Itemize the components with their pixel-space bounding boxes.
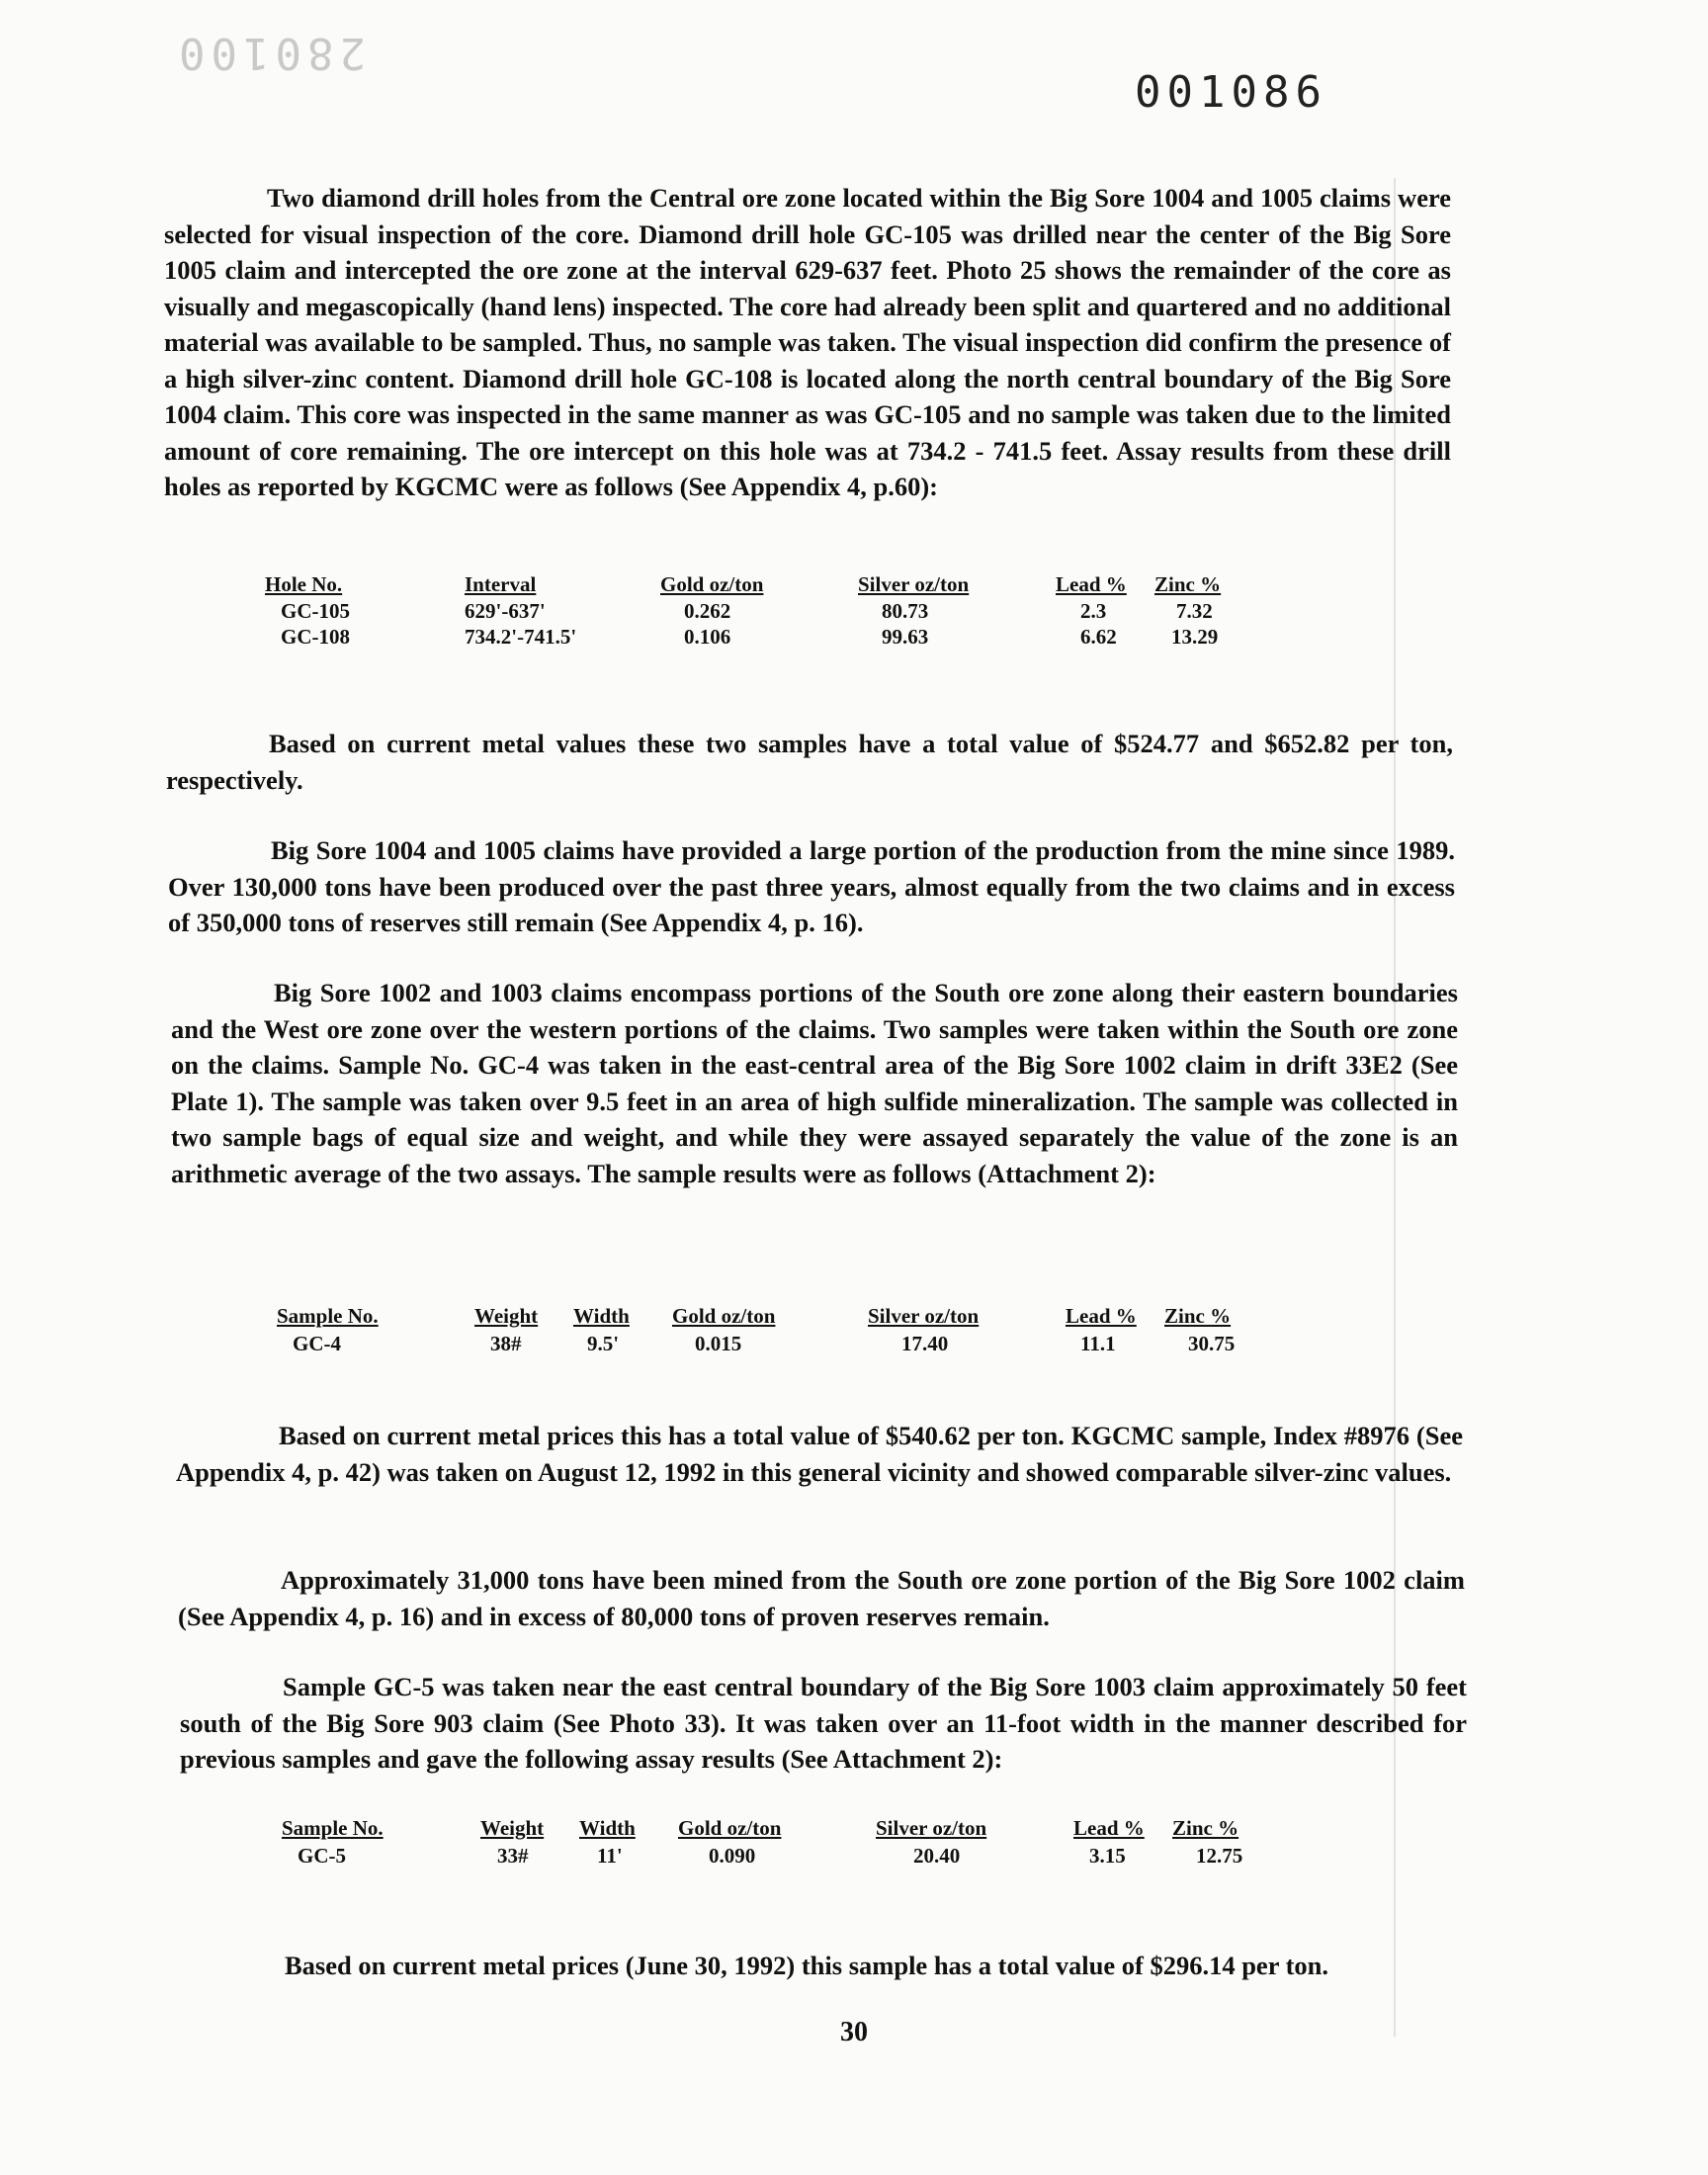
- header-zinc: Zinc %: [1154, 572, 1222, 596]
- header-hole-no: Hole No.: [265, 572, 343, 596]
- header-silver: Silver oz/ton: [858, 572, 970, 596]
- header-weight: Weight: [480, 1816, 545, 1840]
- header-lead: Lead %: [1056, 572, 1127, 596]
- header-weight: Weight: [474, 1304, 539, 1328]
- paragraph-total-value-2: Based on current metal prices this has a total value of $540.62 per ton. KGCMC sample, Index #8976 (See Appendix 4, p. 42) was taken on August 12, 1992 in this general vicinity and showed comparable silver-zinc values.: [176, 1421, 1463, 1487]
- table-cell: 20.40: [913, 1844, 961, 1868]
- header-width: Width: [573, 1304, 630, 1328]
- header-interval: Interval: [465, 572, 537, 596]
- table-cell: 99.63: [882, 625, 929, 649]
- header-gold: Gold oz/ton: [672, 1304, 776, 1328]
- table-cell: 11': [597, 1844, 623, 1868]
- header-sample-no: Sample No.: [277, 1304, 379, 1328]
- page-number: 30: [840, 2017, 868, 2047]
- header-lead: Lead %: [1066, 1304, 1137, 1328]
- table-cell: 17.40: [901, 1332, 949, 1355]
- table-cell: GC-108: [281, 625, 350, 649]
- table-cell: 13.29: [1171, 625, 1219, 649]
- header-zinc: Zinc %: [1164, 1304, 1232, 1328]
- header-gold: Gold oz/ton: [660, 572, 764, 596]
- paragraph-sample-gc5: Sample GC-5 was taken near the east central boundary of the Big Sore 1003 claim approximately 50 feet south of the Big Sore 903 claim (See Photo 33). It was taken over an 11-foot width in the manner described for previous samples and gave the following assay results (See Attachment 2):: [180, 1672, 1467, 1774]
- table-cell: 12.75: [1196, 1844, 1243, 1868]
- table-cell: 11.1: [1080, 1332, 1116, 1355]
- header-silver: Silver oz/ton: [868, 1304, 980, 1328]
- table-cell: GC-4: [293, 1332, 341, 1355]
- table-cell: 30.75: [1188, 1332, 1236, 1355]
- table-cell: 38#: [490, 1332, 522, 1355]
- header-lead: Lead %: [1073, 1816, 1145, 1840]
- table-cell: 7.32: [1176, 599, 1213, 623]
- paragraph-total-value-1: Based on current metal values these two samples have a total value of $524.77 and $652.82 per ton, respectively.: [166, 729, 1453, 795]
- paragraph-drill-holes: Two diamond drill holes from the Central ore zone located within the Big Sore 1004 and 1005 claims were selected for visual inspection of the core. Diamond drill hole GC-105 was drilled near the center of the Big Sore 1005 claim and intercepted the ore zone at the interval 629-637 feet. Photo 25 shows the remainder of the core as visually and megascopically (hand lens) inspected. The core had already been split and quartered and no additional material was available to be sampled. Thus, no sample was taken. The visual inspection did confirm the presence of a high silver-zinc content. Diamond drill hole GC-108 is located along the north central boundary of the Big Sore 1004 claim. This core was inspected in the same manner as was GC-105 and no sample was taken due to the limited amount of core remaining. The ore intercept on this hole was at 734.2 - 741.5 feet. Assay results from these drill holes as reported by KGCMC were as follows (See Appendix 4, p.60):: [164, 183, 1451, 501]
- table-cell: 9.5': [587, 1332, 620, 1355]
- table-cell: 0.090: [709, 1844, 756, 1868]
- paragraph-south-ore-zone: Big Sore 1002 and 1003 claims encompass portions of the South ore zone along their eastern boundaries and the West ore zone over the western portions of the claims. Two samples were taken within the South ore zone on the claims. Sample No. GC-4 was taken in the east-central area of the Big Sore 1002 claim in drift 33E2 (See Plate 1). The sample was taken over 9.5 feet in an area of high sulfide mineralization. The sample was collected in two sample bags of equal size and weight, and while they were assayed separately the value of the zone is an arithmetic average of the two assays. The sample results were as follows (Attachment 2):: [171, 978, 1458, 1188]
- table-cell: 6.62: [1080, 625, 1117, 649]
- table-cell: 3.15: [1089, 1844, 1126, 1868]
- table-cell: 2.3: [1080, 599, 1107, 623]
- table-cell: GC-105: [281, 599, 350, 623]
- paragraph-total-value-3: Based on current metal prices (June 30, 1992) this sample has a total value of $296.14 per ton.: [285, 1951, 1329, 1980]
- table-cell: 80.73: [882, 599, 929, 623]
- bates-stamp: 001086: [1135, 67, 1327, 118]
- table-cell: 0.262: [684, 599, 731, 623]
- table-cell: 0.015: [695, 1332, 742, 1355]
- header-zinc: Zinc %: [1172, 1816, 1239, 1840]
- header-gold: Gold oz/ton: [678, 1816, 782, 1840]
- table-cell: 33#: [497, 1844, 529, 1868]
- table-cell: GC-5: [298, 1844, 346, 1868]
- table-cell: 0.106: [684, 625, 731, 649]
- header-sample-no: Sample No.: [282, 1816, 384, 1840]
- paragraph-production: Big Sore 1004 and 1005 claims have provided a large portion of the production from the mine since 1989. Over 130,000 tons have been produced over the past three years, almost equally from the two claims and in excess of 350,000 tons of reserves still remain (See Appendix 4, p. 16).: [168, 835, 1455, 937]
- table-cell: 734.2'-741.5': [465, 625, 577, 649]
- table-cell: 629'-637': [465, 599, 546, 623]
- header-width: Width: [579, 1816, 636, 1840]
- paragraph-south-mined: Approximately 31,000 tons have been mined from the South ore zone portion of the Big Sore 1002 claim (See Appendix 4, p. 16) and in excess of 80,000 tons of proven reserves remain.: [178, 1565, 1465, 1631]
- bates-stamp-faded: 280100: [173, 28, 366, 78]
- header-silver: Silver oz/ton: [876, 1816, 987, 1840]
